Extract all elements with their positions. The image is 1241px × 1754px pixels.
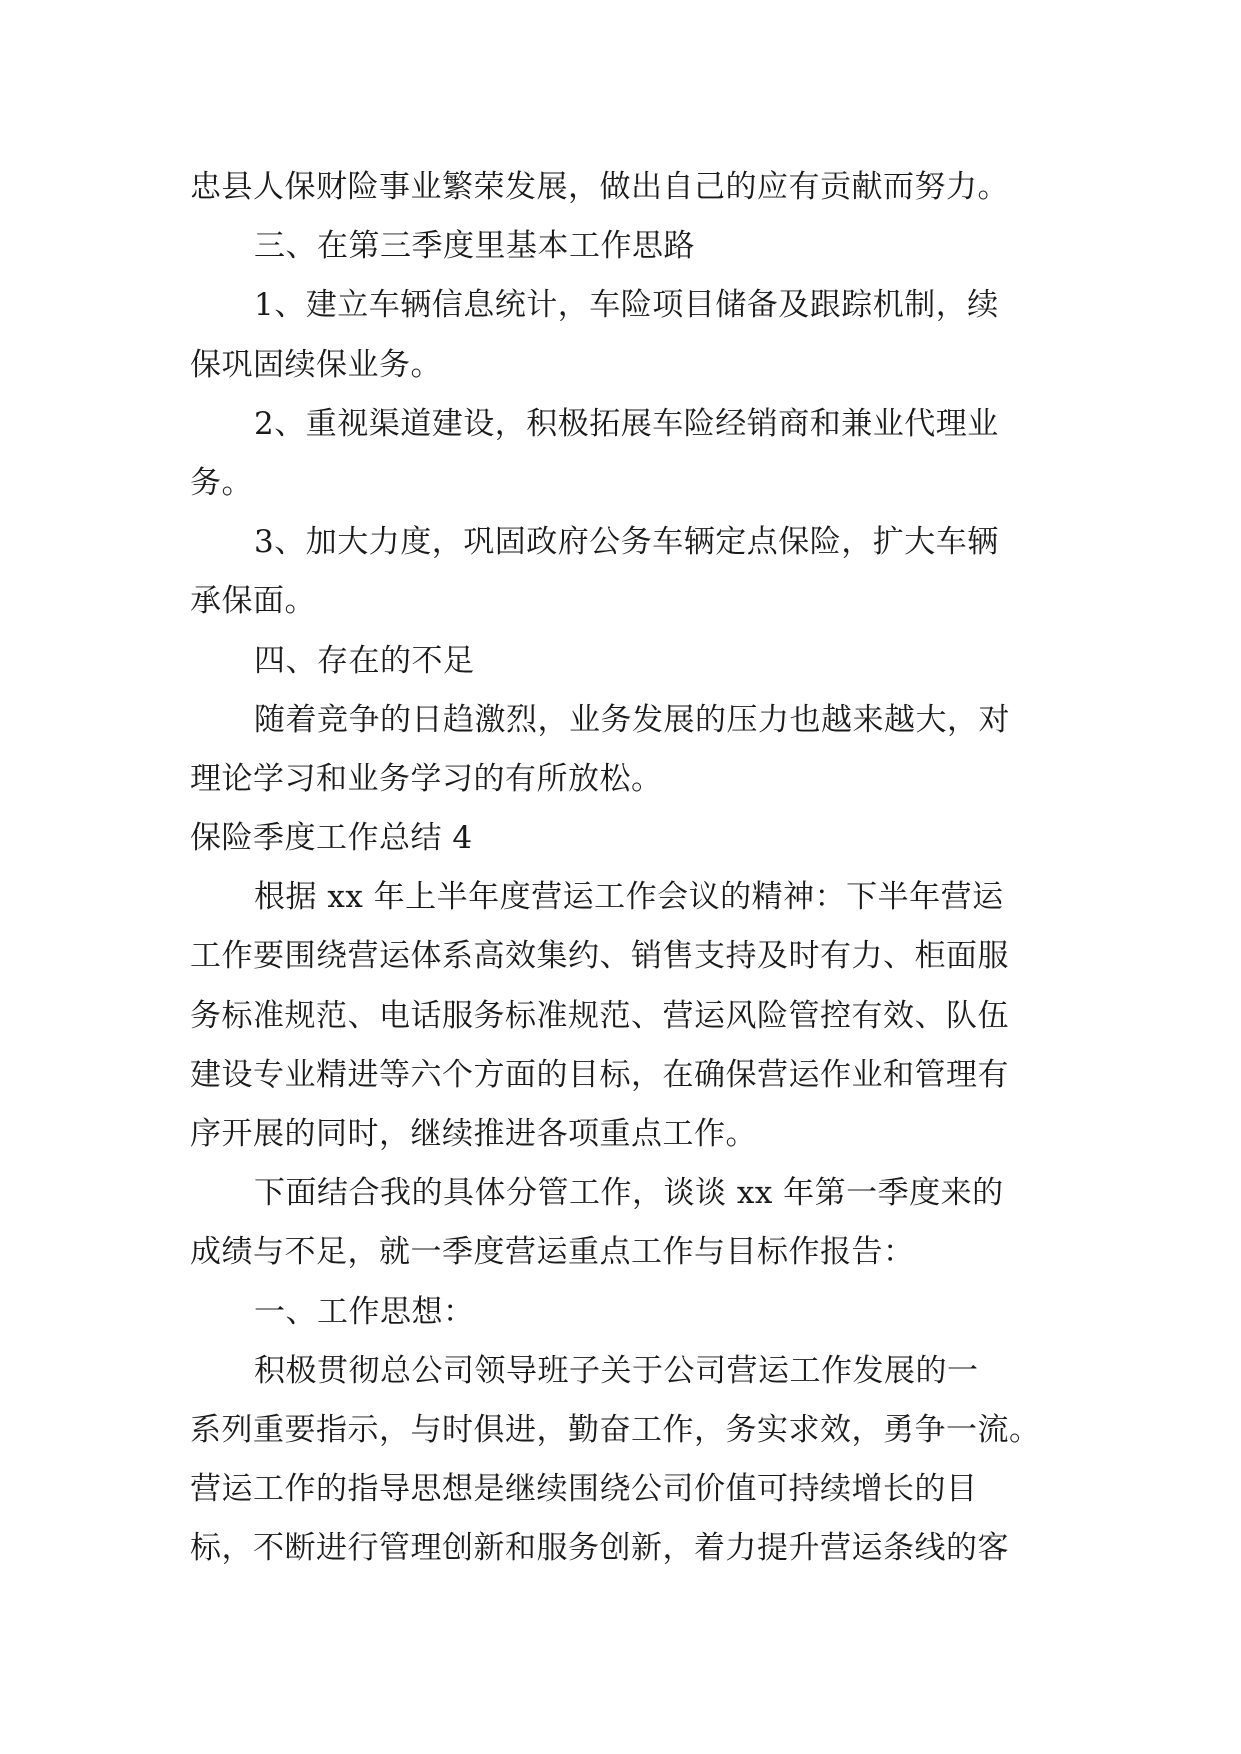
- text-line: 承保面。: [190, 583, 316, 620]
- text-line: 一、工作思想：: [254, 1293, 475, 1330]
- text-line: 保险季度工作总结 4: [190, 820, 473, 857]
- text-line: 理论学习和业务学习的有所放松。: [190, 760, 663, 797]
- text-line: 忠县人保财险事业繁荣发展，做出自己的应有贡献而努力。: [190, 169, 1009, 205]
- text-line: 1、建立车辆信息统计，车险项目储备及跟踪机制，续: [254, 287, 999, 324]
- text-line: 标，不断进行管理创新和服务创新，着力提升营运条线的客: [190, 1530, 1009, 1567]
- text-line: 务标准规范、电话服务标准规范、营运风险管控有效、队伍: [190, 997, 1009, 1034]
- text-line: 下面结合我的具体分管工作，谈谈 xx 年第一季度来的: [254, 1175, 1004, 1212]
- text-line: 营运工作的指导思想是继续围绕公司价值可持续增长的目: [190, 1471, 978, 1508]
- text-line: 积极贯彻总公司领导班子关于公司营运工作发展的一: [254, 1352, 979, 1389]
- text-line: 工作要围绕营运体系高效集约、销售支持及时有力、柜面服: [190, 938, 1009, 975]
- text-line: 根据 xx 年上半年度营运工作会议的精神：下半年营运: [254, 879, 1004, 916]
- text-line: 保巩固续保业务。: [190, 346, 442, 383]
- text-line: 随着竞争的日趋激烈，业务发展的压力也越来越大，对: [254, 701, 1010, 738]
- text-line: 系列重要指示，与时俱进，勤奋工作，务实求效，勇争一流。: [190, 1411, 1041, 1448]
- text-line: 序开展的同时，继续推进各项重点工作。: [190, 1116, 757, 1152]
- text-line: 成绩与不足，就一季度营运重点工作与目标作报告：: [190, 1234, 915, 1271]
- text-line: 2、重视渠道建设，积极拓展车险经销商和兼业代理业: [254, 405, 999, 442]
- text-line: 建设专业精进等六个方面的目标，在确保营运作业和管理有: [190, 1056, 1009, 1093]
- text-line: 3、加大力度，巩固政府公务车辆定点保险，扩大车辆: [254, 524, 999, 561]
- document-body: [190, 158, 1060, 1579]
- text-line: 四、存在的不足: [254, 642, 475, 679]
- text-line: 三、在第三季度里基本工作思路: [254, 228, 695, 265]
- text-line: 务。: [190, 464, 253, 501]
